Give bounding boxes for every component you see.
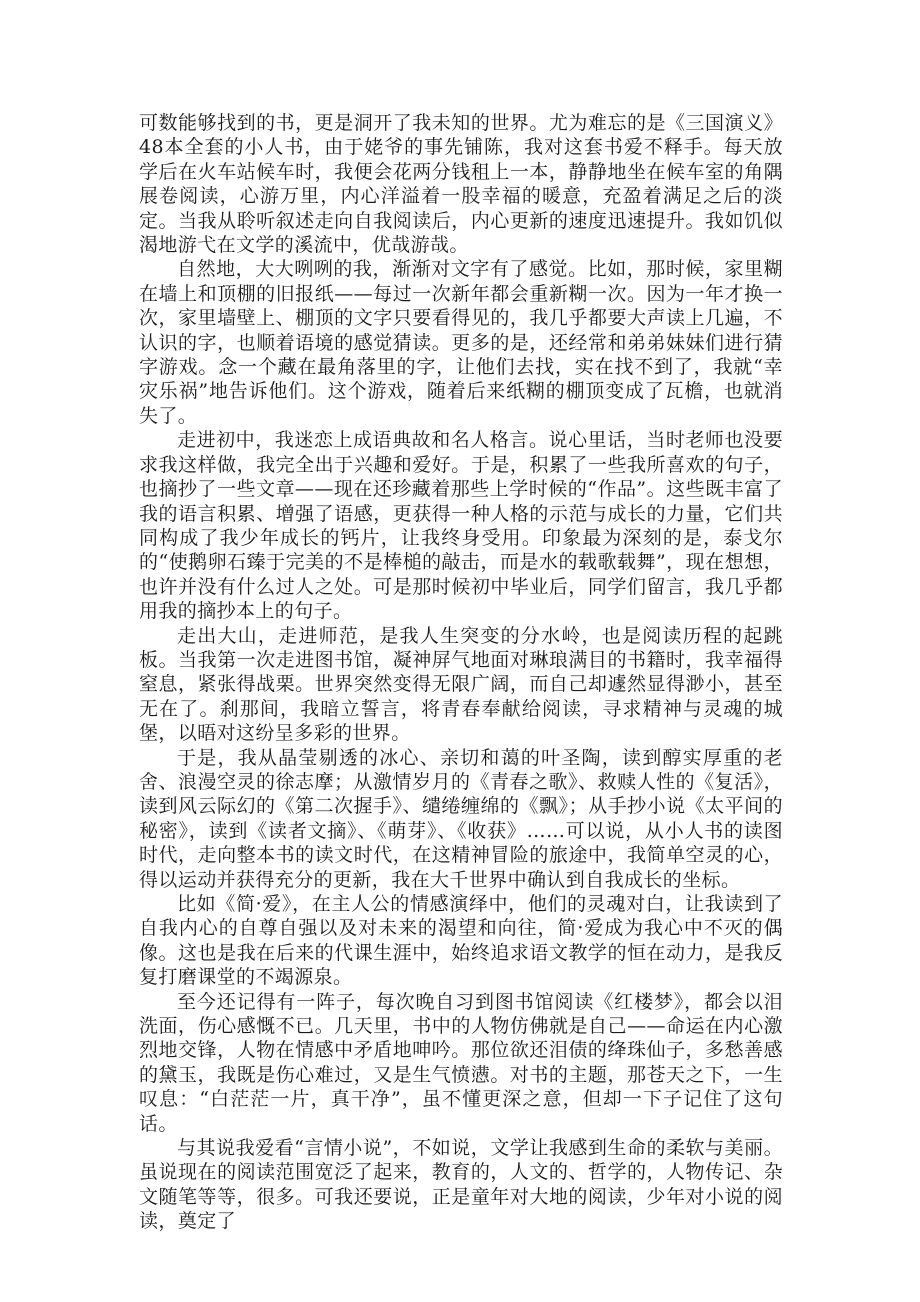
- paragraph-4: 走出大山，走进师范，是我人生突变的分水岭，也是阅读历程的起跳板。当我第一次走进图书馆，凝神屏气地面对琳琅满目的书籍时，我幸福得窒息，紧张得战栗。世界突然变得无限广阔，而自己却遽然显得渺小，甚至无在了。刹那间，我暗立誓言，将青春奉献给阅读，寻求精神与灵魂的城堡，以晤对这纷呈多彩的世界。: [139, 624, 783, 745]
- paragraph-7: 至今还记得有一阵子，每次晚自习到图书馆阅读《红楼梦》，都会以泪洗面，伤心感慨不已。几天里，书中的人物仿佛就是自己——命运在内心激烈地交锋，人物在情感中矛盾地呻吟。那位欲还泪债的绛珠仙子，多愁善感的黛玉，我既是伤心难过，又是生气愤懑。对书的主题，那苍天之下，一生叹息：“白茫茫一片，真干净”，虽不懂更深之意，但却一下子记住了这句话。: [139, 990, 783, 1135]
- document-body: [139, 111, 783, 1234]
- paragraph-1: 可数能够找到的书，更是洞开了我未知的世界。尤为难忘的是《三国演义》48本全套的小人书，由于姥爷的事先铺陈，我对这套书爱不释手。每天放学后在火车站候车时，我便会花两分钱租上一本，静静地坐在候车室的角隅展卷阅读，心游万里，内心洋溢着一股幸福的暖意，充盈着满足之后的淡定。当我从聆听叙述走向自我阅读后，内心更新的速度迅速提升。我如饥似渴地游弋在文学的溪流中，优哉游哉。: [139, 112, 783, 257]
- paragraph-3: 走进初中，我迷恋上成语典故和名人格言。说心里话，当时老师也没要求我这样做，我完全出于兴趣和爱好。于是，积累了一些我所喜欢的句子，也摘抄了一些文章——现在还珍藏着那些上学时候的“作品”。这些既丰富了我的语言积累、增强了语感，更获得一种人格的示范与成长的力量，它们共同构成了我少年成长的钙片，让我终身受用。印象最为深刻的是，泰戈尔的“使鹅卵石臻于完美的不是棒槌的敲击，而是水的载歌载舞”，现在想想，也许并没有什么过人之处。可是那时候初中毕业后，同学们留言，我几乎都用我的摘抄本上的句子。: [139, 429, 783, 623]
- paragraph-8: 与其说我爱看“言情小说”，不如说，文学让我感到生命的柔软与美丽。虽说现在的阅读范围宽泛了起来，教育的，人文的、哲学的，人物传记、杂文随笔等等，很多。可我还要说，正是童年对大地的阅读，少年对小说的阅读，奠定了: [139, 1137, 783, 1233]
- paragraph-2: 自然地，大大咧咧的我，渐渐对文字有了感觉。比如，那时候，家里糊在墙上和顶棚的旧报纸——每过一次新年都会重新糊一次。因为一年才换一次，家里墙壁上、棚顶的文字只要看得见的，我几乎都要大声读上几遍，不认识的字，也顺着语境的感觉猜读。更多的是，还经常和弟弟妹妹们进行猜字游戏。念一个藏在最角落里的字，让他们去找，实在找不到了，我就“幸灾乐祸”地告诉他们。这个游戏，随着后来纸糊的棚顶变成了瓦檐，也就消失了。: [139, 258, 783, 427]
- paragraph-5: 于是，我从晶莹剔透的冰心、亲切和蔼的叶圣陶，读到醇实厚重的老舍、浪漫空灵的徐志摩；从激情岁月的《青春之歌》、救赎人性的《复活》，读到风云际幻的《第二次握手》、缱绻缠绵的《飘》；从手抄小说《太平间的秘密》，读到《读者文摘》、《萌芽》、《收获》……可以说，从小人书的读图时代，走向整本书的读文时代，在这精神冒险的旅途中，我简单空灵的心，得以运动并获得充分的更新，我在大千世界中确认到自我成长的坐标。: [139, 746, 783, 891]
- paragraph-6: 比如《简·爱》，在主人公的情感演绎中，他们的灵魂对白，让我读到了自我内心的自尊自强以及对未来的渴望和向往，简·爱成为我心中不灭的偶像。这也是我在后来的代课生涯中，始终追求语文教学的恒在动力，是我反复打磨课堂的不竭源泉。: [139, 893, 783, 989]
